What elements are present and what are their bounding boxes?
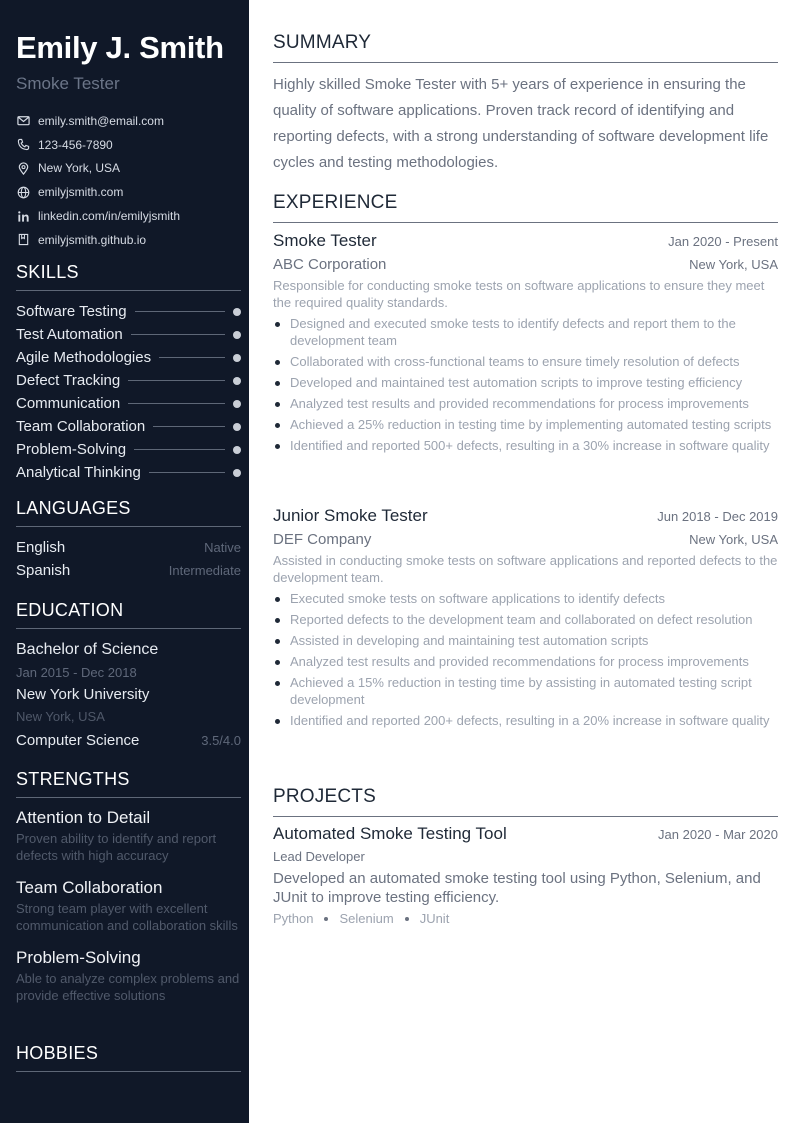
bullet-item: Reported defects to the development team and collaborated on defect resolution	[273, 611, 778, 628]
bullet-item: Assisted in developing and maintaining test automation scripts	[273, 632, 778, 649]
languages-heading: LANGUAGES	[16, 498, 241, 527]
tag-separator	[405, 917, 409, 921]
skill-dot	[233, 354, 241, 362]
project-description: Developed an automated smoke testing tool using Python, Selenium, and JUnit to improve testing efficiency.	[273, 870, 761, 906]
bullet-item: Achieved a 15% reduction in testing time by assisting in automated testing script development	[273, 674, 778, 708]
education-location: New York, USA	[16, 709, 105, 724]
education-field-row	[16, 728, 241, 752]
job-title: Smoke Tester	[273, 231, 377, 250]
project-role: Lead Developer	[273, 849, 365, 864]
education-field: Computer Science	[16, 731, 140, 749]
strength-desc: Able to analyze complex problems and provide effective solutions	[16, 971, 240, 1003]
project-tag: Python	[273, 911, 314, 926]
job-description: Assisted in conducting smoke tests on software applications and reported defects to the development team.	[273, 553, 778, 585]
language-level: Intermediate	[168, 563, 241, 578]
education-heading: EDUCATION	[16, 600, 241, 629]
language-item	[16, 559, 241, 582]
project-dates: Jan 2020 - Mar 2020	[658, 827, 778, 842]
bullet-item: Designed and executed smoke tests to identify defects and report them to the development team	[273, 315, 778, 349]
skill-line	[128, 380, 225, 381]
skill-line	[159, 357, 225, 358]
sidebar	[0, 0, 249, 1123]
education-gpa: 3.5/4.0	[201, 732, 241, 748]
bullet-item: Collaborated with cross-functional teams to ensure timely resolution of defects	[273, 353, 778, 370]
skill-label: Team Collaboration	[16, 418, 146, 435]
skill-item	[16, 415, 241, 438]
language-level: Native	[204, 540, 241, 555]
bullet-item: Identified and reported 500+ defects, resulting in a 30% increase in software quality	[273, 437, 778, 454]
summary-text: Highly skilled Smoke Tester with 5+ years of experience in ensuring the quality of software applications. Proven track record of identifying and reporting defects, with a strong understanding of software development life cycles and testing methodologies.	[273, 76, 769, 171]
strength-title: Problem-Solving	[16, 948, 141, 967]
job-title: Junior Smoke Tester	[273, 506, 428, 525]
contact-phone[interactable]	[16, 133, 240, 157]
phone-icon	[16, 138, 30, 152]
language-name: English	[16, 539, 66, 556]
project-tags	[273, 911, 778, 926]
summary-heading: SUMMARY	[273, 32, 778, 63]
bullet-item: Executed smoke tests on software applications to identify defects	[273, 590, 778, 607]
job-location: New York, USA	[689, 532, 778, 547]
skill-dot	[233, 446, 241, 454]
education-entry	[16, 638, 241, 752]
job-dates: Jun 2018 - Dec 2019	[657, 509, 778, 524]
candidate-title: Smoke Tester	[16, 74, 120, 93]
education-dates: Jan 2015 - Dec 2018	[16, 665, 137, 680]
github-icon	[16, 233, 30, 247]
skill-label: Software Testing	[16, 303, 127, 320]
skill-label: Analytical Thinking	[16, 464, 141, 481]
bullet-item: Analyzed test results and provided recommendations for process improvements	[273, 653, 778, 670]
contact-linkedin[interactable]	[16, 204, 240, 228]
strength-item	[16, 876, 241, 934]
candidate-name: Emily J. Smith	[16, 30, 224, 65]
skill-dot	[233, 469, 241, 477]
skill-label: Defect Tracking	[16, 372, 121, 389]
contact-email[interactable]	[16, 109, 240, 133]
skill-item	[16, 438, 241, 461]
hobbies-heading: HOBBIES	[16, 1043, 241, 1072]
skill-dot	[233, 423, 241, 431]
contact-github[interactable]	[16, 228, 240, 252]
contact-website[interactable]	[16, 180, 240, 204]
bullet-item: Analyzed test results and provided recommendations for process improvements	[273, 395, 778, 412]
skill-line	[149, 472, 225, 473]
job-bullets	[273, 590, 778, 729]
project-tag: JUnit	[419, 911, 450, 926]
language-item	[16, 536, 241, 559]
job-dates: Jan 2020 - Present	[668, 234, 778, 249]
skill-item	[16, 392, 241, 415]
projects-heading: PROJECTS	[273, 786, 778, 817]
contact-list	[16, 109, 240, 252]
strengths-list	[16, 806, 241, 1016]
experience-heading: EXPERIENCE	[273, 192, 778, 223]
skill-line	[135, 311, 225, 312]
linkedin-icon	[16, 209, 30, 223]
bullet-item: Developed and maintained test automation scripts to improve testing efficiency	[273, 374, 778, 391]
job-location: New York, USA	[689, 257, 778, 272]
skill-dot	[233, 331, 241, 339]
job-bullets	[273, 315, 778, 454]
skill-label: Test Automation	[16, 326, 123, 343]
contact-text: emily.smith@email.com	[38, 113, 164, 128]
tag-separator	[324, 917, 328, 921]
strength-item	[16, 806, 241, 864]
strength-desc: Strong team player with excellent communication and collaboration skills	[16, 901, 238, 933]
education-school: New York University	[16, 686, 150, 703]
bullet-item: Achieved a 25% reduction in testing time by implementing automated testing scripts	[273, 416, 778, 433]
project-title: Automated Smoke Testing Tool	[273, 824, 507, 843]
skills-heading: SKILLS	[16, 262, 241, 291]
job-company: DEF Company	[273, 531, 372, 548]
job-description: Responsible for conducting smoke tests on software applications to ensure they meet the required quality standards.	[273, 278, 765, 310]
email-icon	[16, 114, 30, 128]
skill-item	[16, 461, 241, 484]
strengths-heading: STRENGTHS	[16, 769, 241, 798]
contact-location	[16, 157, 240, 181]
skill-label: Agile Methodologies	[16, 349, 152, 366]
location-icon	[16, 161, 30, 175]
skill-line	[134, 449, 225, 450]
skill-item	[16, 323, 241, 346]
skill-item	[16, 300, 241, 323]
contact-text: linkedin.com/in/emilyjsmith	[38, 209, 181, 224]
contact-text: emilyjsmith.github.io	[38, 232, 147, 247]
skill-line	[128, 403, 225, 404]
language-name: Spanish	[16, 562, 71, 579]
project-entry	[273, 824, 778, 926]
languages-list	[16, 536, 241, 582]
skill-dot	[233, 400, 241, 408]
skills-list	[16, 300, 241, 484]
job-entry	[273, 231, 778, 454]
skill-line	[153, 426, 225, 427]
project-tag: Selenium	[339, 911, 394, 926]
skill-label: Problem-Solving	[16, 441, 127, 458]
skill-line	[131, 334, 225, 335]
strength-title: Attention to Detail	[16, 808, 151, 827]
skill-dot	[233, 377, 241, 385]
education-degree: Bachelor of Science	[16, 641, 159, 658]
globe-icon	[16, 185, 30, 199]
skill-item	[16, 346, 241, 369]
strength-item	[16, 946, 241, 1004]
contact-text: 123-456-7890	[38, 137, 113, 152]
contact-text: New York, USA	[38, 161, 121, 176]
strength-desc: Proven ability to identify and report defects with high accuracy	[16, 831, 217, 863]
contact-text: emilyjsmith.com	[38, 185, 124, 200]
strength-title: Team Collaboration	[16, 878, 163, 897]
skill-label: Communication	[16, 395, 121, 412]
skill-dot	[233, 308, 241, 316]
job-entry	[273, 506, 778, 729]
job-company: ABC Corporation	[273, 256, 387, 273]
bullet-item: Identified and reported 200+ defects, resulting in a 20% increase in software quality	[273, 712, 778, 729]
skill-item	[16, 369, 241, 392]
